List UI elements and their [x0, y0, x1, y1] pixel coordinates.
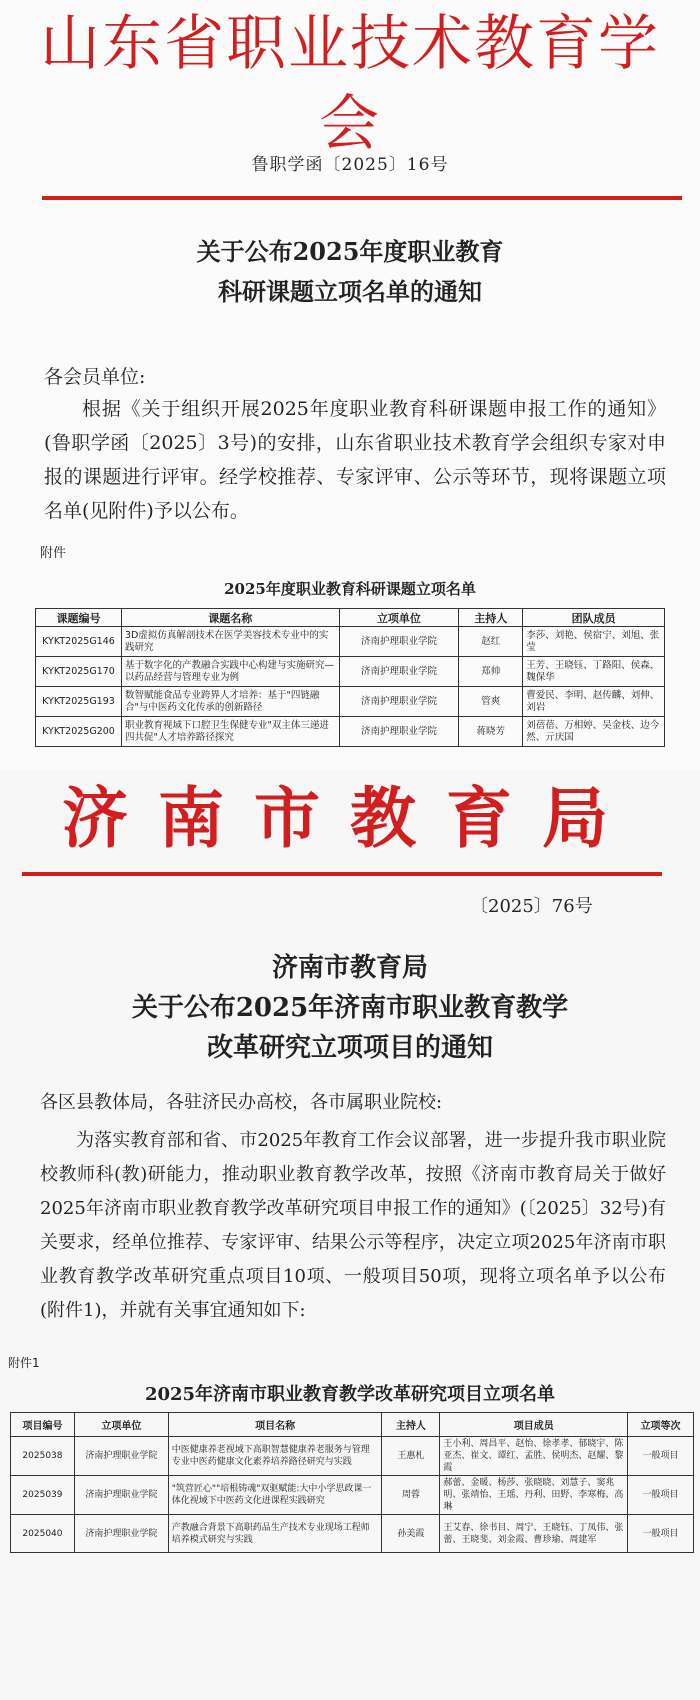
salutation: 各会员单位:: [44, 366, 146, 388]
notice-document-1: [0, 0, 700, 770]
project-host: 管爽: [459, 687, 523, 717]
column-header: 主持人: [459, 609, 523, 627]
column-header: 课题编号: [36, 609, 122, 627]
project-host: 赵红: [459, 627, 523, 657]
project-table: [10, 1412, 694, 1553]
project-id: 2025039: [11, 1476, 75, 1515]
project-members: 刘蓓蓓、万相婷、吴金枝、边今然、亓庆国: [523, 717, 665, 747]
project-id: 2025040: [11, 1515, 75, 1553]
project-name: 中医健康养老视域下高职智慧健康养老服务与管理专业中医药健康文化素养培养路径研究与实践: [168, 1437, 382, 1476]
column-header: 项目成员: [440, 1413, 628, 1437]
project-unit: 济南护理职业学院: [74, 1476, 168, 1515]
doc-title: [0, 232, 700, 312]
attachment-label: 附件: [40, 546, 67, 561]
project-members: 王芳、王晓钰、丁路阳、侯森、魏保华: [523, 657, 665, 687]
table-row: [36, 687, 665, 717]
title-line: 关于公布2025年济南市职业教育教学: [131, 993, 569, 1023]
column-header: 主持人: [382, 1413, 440, 1437]
red-divider: [22, 872, 662, 876]
project-unit: 济南护理职业学院: [74, 1515, 168, 1553]
column-header: 课题名称: [121, 609, 339, 627]
doc-title: [0, 948, 700, 1068]
project-unit: 济南护理职业学院: [339, 627, 459, 657]
table-title: 2025年济南市职业教育教学改革研究项目立项名单: [144, 1384, 556, 1405]
project-level: 一般项目: [628, 1437, 694, 1476]
column-header: 立项单位: [74, 1413, 168, 1437]
red-divider: [42, 196, 682, 200]
project-members: 李莎、刘艳、侯宿宁、刘旭、张莹: [523, 627, 665, 657]
project-host: 郑帅: [459, 657, 523, 687]
project-name: 3D虚拟仿真解剖技术在医学美容技术专业中的实践研究: [121, 627, 339, 657]
project-id: 2025038: [11, 1437, 75, 1476]
project-host: 王惠札: [382, 1437, 440, 1476]
column-header: 团队成员: [523, 609, 665, 627]
project-members: 王艾春、徐书目、周宁、王晓钰、丁凤伟、张蕾、王晓斐、刘金霞、曹珍瑜、周建军: [440, 1515, 628, 1553]
table-row: [11, 1437, 694, 1476]
title-line: 改革研究立项项目的通知: [206, 1033, 493, 1063]
title-line: 济南市教育局: [271, 953, 428, 983]
title-line: 科研课题立项名单的通知: [218, 277, 482, 306]
project-host: 周蓉: [382, 1476, 440, 1515]
table-row: [36, 657, 665, 687]
project-name: 产教融合背景下高职药品生产技术专业现场工程师培养模式研究与实践: [168, 1515, 382, 1553]
org-header: 山东省职业技术教育学会: [40, 9, 660, 159]
table-row: [36, 717, 665, 747]
project-id: KYKT2025G146: [36, 627, 122, 657]
project-host: 孙美霞: [382, 1515, 440, 1553]
project-level: 一般项目: [628, 1476, 694, 1515]
table-title: 2025年度职业教育科研课题立项名单: [224, 580, 476, 598]
org-header: 济南市教育局: [62, 779, 638, 857]
table-header-row: [11, 1413, 694, 1437]
project-members: 王小利、周昌平、赵怡、徐孝孝、郁晓宇、陈亚杰、崔文、谭红、孟胜、侯明杰、赵耀、黎霞: [440, 1437, 628, 1476]
doc-number: 鲁职学函〔2025〕16号: [251, 155, 449, 175]
title-line: 关于公布2025年度职业教育: [196, 237, 504, 266]
table-header-row: [36, 609, 665, 627]
notice-document-2: [0, 770, 700, 1700]
doc-number: 〔2025〕76号: [470, 896, 593, 917]
table-row: [11, 1476, 694, 1515]
table-row: [11, 1515, 694, 1553]
project-level: 一般项目: [628, 1515, 694, 1553]
project-name: "筑营匠心""培根铸魂"双驱赋能:大中小学思政课一体化视域下中医药文化进课程实践研究: [168, 1476, 382, 1515]
project-name: 数智赋能食品专业跨界人才培养：基于"四链融合"与中医药文化传承的创新路径: [121, 687, 339, 717]
table-row: [36, 627, 665, 657]
column-header: 项目编号: [11, 1413, 75, 1437]
project-unit: 济南护理职业学院: [339, 657, 459, 687]
column-header: 项目名称: [168, 1413, 382, 1437]
project-name: 基于数字化的产教融合实践中心构建与实施研究—以药品经营与管理专业为例: [121, 657, 339, 687]
column-header: 立项等次: [628, 1413, 694, 1437]
project-id: KYKT2025G193: [36, 687, 122, 717]
project-unit: 济南护理职业学院: [339, 717, 459, 747]
salutation: 各区县教体局，各驻济民办高校，各市属职业院校:: [40, 1092, 443, 1113]
project-host: 蒋晓芳: [459, 717, 523, 747]
column-header: 立项单位: [339, 609, 459, 627]
attachment-label: 附件1: [8, 1356, 40, 1370]
project-members: 郝蕾、金暖、杨莎、张晓晓、刘慧子、窦兆明、张靖怡、王瑶、丹利、田野、李寒梅、高琳: [440, 1476, 628, 1515]
project-unit: 济南护理职业学院: [339, 687, 459, 717]
project-id: KYKT2025G200: [36, 717, 122, 747]
project-id: KYKT2025G170: [36, 657, 122, 687]
body-paragraph: 根据《关于组织开展2025年度职业教育科研课题申报工作的通知》(鲁职学函〔2025〕3号)的安排，山东省职业技术教育学会组织专家对申报的课题进行评审。经学校推荐、专家评审、公示等环节，现将课题立项名单(见附件)予以公布。: [44, 398, 666, 522]
project-name: 职业教育视域下口腔卫生保健专业"双主体三递进四共促"人才培养路径探究: [121, 717, 339, 747]
project-table: [35, 608, 665, 747]
project-members: 曹爱民、李明、赵传麟、刘伸、刘岩: [523, 687, 665, 717]
body-paragraph: 为落实教育部和省、市2025年教育工作会议部署，进一步提升我市职业院校教师科(教)研能力，推动职业教育教学改革，按照《济南市教育局关于做好2025年济南市职业教育教学改革研究项目申报工作的通知》(〔2025〕32号)有关要求，经单位推荐、专家评审、结果公示等程序，决定立项2025年济南市职业教育教学改革研究重点项目10项、一般项目50项，现将立项名单予以公布(附件1)，并就有关事宜通知如下:: [40, 1130, 666, 1321]
project-unit: 济南护理职业学院: [74, 1437, 168, 1476]
